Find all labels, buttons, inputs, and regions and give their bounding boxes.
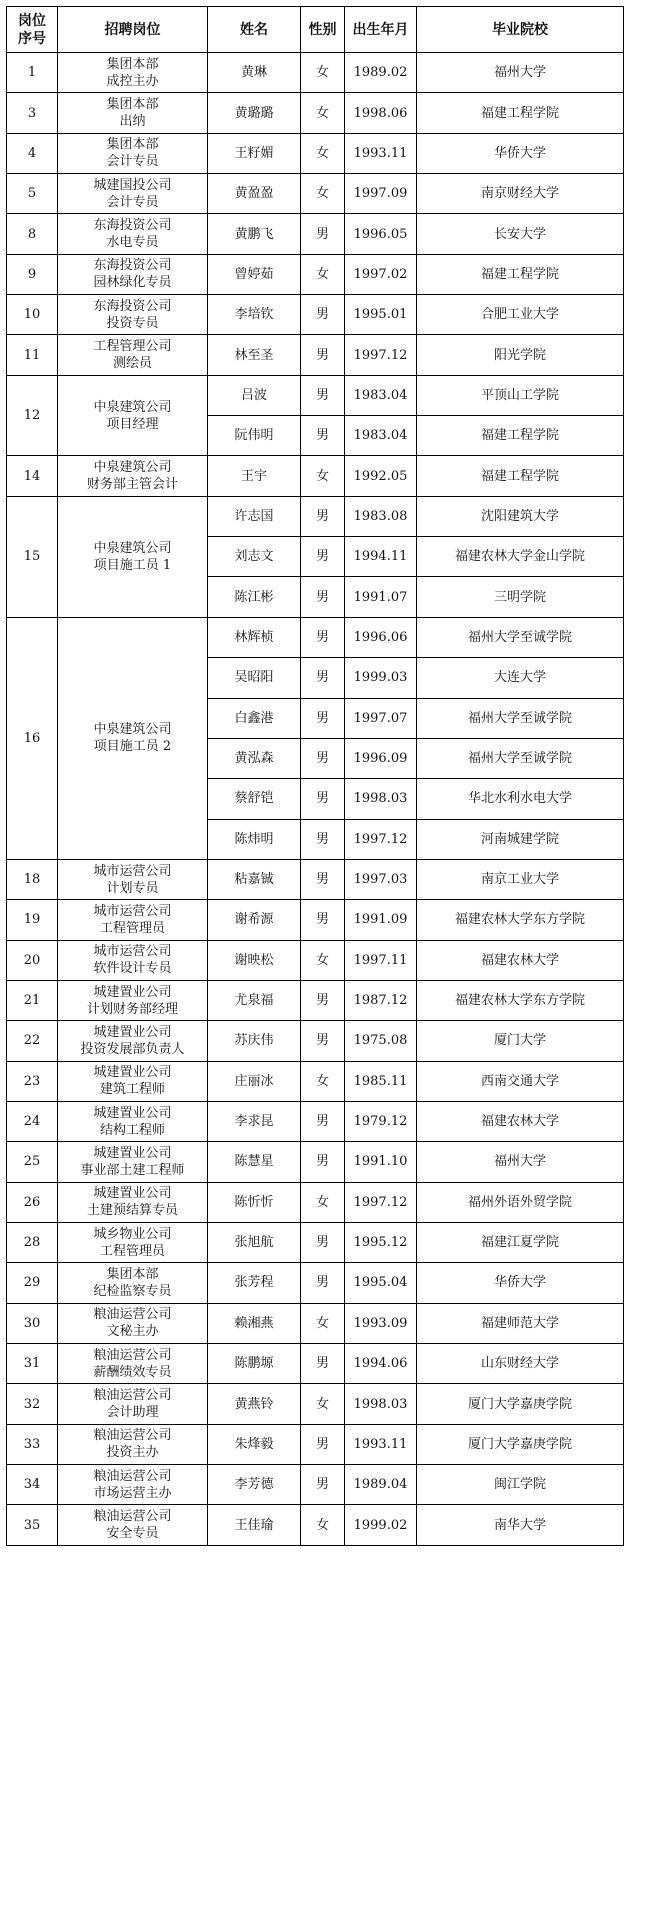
school-cell: 南京财经大学 <box>417 174 624 214</box>
post-seq-cell: 26 <box>7 1182 58 1222</box>
name-cell: 蔡舒铠 <box>208 779 301 819</box>
table-row <box>7 174 624 214</box>
name-cell: 阮伟明 <box>208 416 301 456</box>
gender-cell: 男 <box>301 537 345 577</box>
school-cell: 大连大学 <box>417 658 624 698</box>
table-row <box>7 1303 624 1343</box>
gender-cell: 男 <box>301 980 345 1020</box>
table-row <box>7 900 624 940</box>
name-cell: 李培钦 <box>208 295 301 335</box>
birth-cell: 1997.02 <box>345 254 417 294</box>
gender-cell: 女 <box>301 53 345 93</box>
school-cell: 福建农林大学东方学院 <box>417 900 624 940</box>
name-cell: 白鑫港 <box>208 698 301 738</box>
school-cell: 沈阳建筑大学 <box>417 496 624 536</box>
post-seq-cell: 31 <box>7 1344 58 1384</box>
school-cell: 南华大学 <box>417 1505 624 1545</box>
header-gender: 性别 <box>301 7 345 53</box>
table-row <box>7 1344 624 1384</box>
post-seq-cell: 11 <box>7 335 58 375</box>
table-row <box>7 1142 624 1182</box>
gender-cell: 男 <box>301 214 345 254</box>
birth-cell: 1997.11 <box>345 940 417 980</box>
name-cell: 谢映松 <box>208 940 301 980</box>
gender-cell: 男 <box>301 1222 345 1262</box>
post-seq-cell: 21 <box>7 980 58 1020</box>
post-seq-cell: 34 <box>7 1465 58 1505</box>
name-cell: 苏庆伟 <box>208 1021 301 1061</box>
recruitment-table <box>6 6 624 1546</box>
gender-cell: 男 <box>301 1344 345 1384</box>
post-seq-cell: 15 <box>7 496 58 617</box>
gender-cell: 男 <box>301 859 345 899</box>
header-birth: 出生年月 <box>345 7 417 53</box>
name-cell: 尤泉福 <box>208 980 301 1020</box>
gender-cell: 男 <box>301 1424 345 1464</box>
gender-cell: 男 <box>301 295 345 335</box>
post-title-cell: 集团本部 成控主办 <box>58 53 208 93</box>
post-title-cell: 粮油运营公司 市场运营主办 <box>58 1465 208 1505</box>
school-cell: 福建师范大学 <box>417 1303 624 1343</box>
birth-cell: 1993.11 <box>345 1424 417 1464</box>
name-cell: 陈忻忻 <box>208 1182 301 1222</box>
birth-cell: 1991.09 <box>345 900 417 940</box>
birth-cell: 1979.12 <box>345 1101 417 1141</box>
school-cell: 长安大学 <box>417 214 624 254</box>
school-cell: 山东财经大学 <box>417 1344 624 1384</box>
post-seq-cell: 8 <box>7 214 58 254</box>
gender-cell: 女 <box>301 940 345 980</box>
table-row <box>7 1061 624 1101</box>
birth-cell: 1975.08 <box>345 1021 417 1061</box>
school-cell: 福建工程学院 <box>417 456 624 496</box>
birth-cell: 1991.07 <box>345 577 417 617</box>
name-cell: 陈江彬 <box>208 577 301 617</box>
name-cell: 李求昆 <box>208 1101 301 1141</box>
birth-cell: 1993.11 <box>345 133 417 173</box>
name-cell: 陈炜明 <box>208 819 301 859</box>
name-cell: 吕波 <box>208 375 301 415</box>
table-row <box>7 1021 624 1061</box>
school-cell: 福建江夏学院 <box>417 1222 624 1262</box>
post-title-cell: 集团本部 会计专员 <box>58 133 208 173</box>
header-name: 姓名 <box>208 7 301 53</box>
birth-cell: 1983.04 <box>345 375 417 415</box>
gender-cell: 女 <box>301 133 345 173</box>
school-cell: 福建工程学院 <box>417 416 624 456</box>
table-header-row <box>7 7 624 53</box>
post-seq-cell: 35 <box>7 1505 58 1545</box>
name-cell: 陈鹏塬 <box>208 1344 301 1384</box>
post-title-cell: 东海投资公司 投资专员 <box>58 295 208 335</box>
gender-cell: 女 <box>301 1303 345 1343</box>
birth-cell: 1983.04 <box>345 416 417 456</box>
birth-cell: 1997.12 <box>345 819 417 859</box>
birth-cell: 1995.12 <box>345 1222 417 1262</box>
school-cell: 西南交通大学 <box>417 1061 624 1101</box>
birth-cell: 1992.05 <box>345 456 417 496</box>
school-cell: 福建农林大学 <box>417 1101 624 1141</box>
name-cell: 林辉桢 <box>208 617 301 657</box>
table-row <box>7 1384 624 1424</box>
birth-cell: 1991.10 <box>345 1142 417 1182</box>
school-cell: 福州大学 <box>417 1142 624 1182</box>
post-title-cell: 城建置业公司 建筑工程师 <box>58 1061 208 1101</box>
name-cell: 黄盈盈 <box>208 174 301 214</box>
post-seq-cell: 18 <box>7 859 58 899</box>
post-seq-cell: 22 <box>7 1021 58 1061</box>
name-cell: 林至圣 <box>208 335 301 375</box>
school-cell: 厦门大学嘉庚学院 <box>417 1424 624 1464</box>
table-row <box>7 295 624 335</box>
birth-cell: 1994.06 <box>345 1344 417 1384</box>
post-title-cell: 工程管理公司 测绘员 <box>58 335 208 375</box>
post-title-cell: 粮油运营公司 投资主办 <box>58 1424 208 1464</box>
post-title-cell: 集团本部 纪检监察专员 <box>58 1263 208 1303</box>
post-seq-cell: 9 <box>7 254 58 294</box>
name-cell: 王佳瑜 <box>208 1505 301 1545</box>
birth-cell: 1997.09 <box>345 174 417 214</box>
birth-cell: 1997.07 <box>345 698 417 738</box>
post-title-cell: 中泉建筑公司 项目施工员 2 <box>58 617 208 859</box>
gender-cell: 男 <box>301 1101 345 1141</box>
school-cell: 福州大学 <box>417 53 624 93</box>
birth-cell: 1995.04 <box>345 1263 417 1303</box>
table-row <box>7 335 624 375</box>
gender-cell: 男 <box>301 698 345 738</box>
post-seq-cell: 10 <box>7 295 58 335</box>
school-cell: 福州大学至诚学院 <box>417 617 624 657</box>
gender-cell: 男 <box>301 1263 345 1303</box>
school-cell: 三明学院 <box>417 577 624 617</box>
birth-cell: 1989.04 <box>345 1465 417 1505</box>
gender-cell: 男 <box>301 900 345 940</box>
table-row <box>7 980 624 1020</box>
school-cell: 福建农林大学东方学院 <box>417 980 624 1020</box>
gender-cell: 男 <box>301 779 345 819</box>
post-title-cell: 粮油运营公司 安全专员 <box>58 1505 208 1545</box>
birth-cell: 1983.08 <box>345 496 417 536</box>
name-cell: 黄璐璐 <box>208 93 301 133</box>
name-cell: 李芳德 <box>208 1465 301 1505</box>
table-body <box>7 53 624 1546</box>
birth-cell: 1985.11 <box>345 1061 417 1101</box>
post-title-cell: 中泉建筑公司 项目施工员 1 <box>58 496 208 617</box>
table-row <box>7 617 624 657</box>
post-seq-cell: 28 <box>7 1222 58 1262</box>
birth-cell: 1998.03 <box>345 1384 417 1424</box>
school-cell: 福建工程学院 <box>417 93 624 133</box>
post-seq-cell: 3 <box>7 93 58 133</box>
post-title-cell: 东海投资公司 水电专员 <box>58 214 208 254</box>
table-row <box>7 1222 624 1262</box>
header-seq: 岗位 序号 <box>7 7 58 53</box>
name-cell: 陈慧星 <box>208 1142 301 1182</box>
table-row <box>7 254 624 294</box>
name-cell: 吴昭阳 <box>208 658 301 698</box>
header-post: 招聘岗位 <box>58 7 208 53</box>
post-title-cell: 粮油运营公司 薪酬绩效专员 <box>58 1344 208 1384</box>
school-cell: 厦门大学嘉庚学院 <box>417 1384 624 1424</box>
post-title-cell: 城建国投公司 会计专员 <box>58 174 208 214</box>
table-row <box>7 1263 624 1303</box>
table-row <box>7 214 624 254</box>
gender-cell: 男 <box>301 1021 345 1061</box>
name-cell: 朱烽毅 <box>208 1424 301 1464</box>
gender-cell: 女 <box>301 1384 345 1424</box>
name-cell: 王宇 <box>208 456 301 496</box>
birth-cell: 1999.03 <box>345 658 417 698</box>
post-title-cell: 城市运营公司 软件设计专员 <box>58 940 208 980</box>
school-cell: 福州外语外贸学院 <box>417 1182 624 1222</box>
post-title-cell: 粮油运营公司 文秘主办 <box>58 1303 208 1343</box>
birth-cell: 1994.11 <box>345 537 417 577</box>
birth-cell: 1987.12 <box>345 980 417 1020</box>
school-cell: 华侨大学 <box>417 133 624 173</box>
gender-cell: 男 <box>301 658 345 698</box>
school-cell: 平顶山工学院 <box>417 375 624 415</box>
gender-cell: 女 <box>301 1182 345 1222</box>
school-cell: 厦门大学 <box>417 1021 624 1061</box>
post-title-cell: 城市运营公司 工程管理员 <box>58 900 208 940</box>
name-cell: 张芳程 <box>208 1263 301 1303</box>
table-row <box>7 93 624 133</box>
gender-cell: 男 <box>301 496 345 536</box>
table-row <box>7 1424 624 1464</box>
birth-cell: 1997.12 <box>345 1182 417 1222</box>
gender-cell: 男 <box>301 738 345 778</box>
school-cell: 南京工业大学 <box>417 859 624 899</box>
table-row <box>7 375 624 415</box>
post-title-cell: 东海投资公司 园林绿化专员 <box>58 254 208 294</box>
gender-cell: 女 <box>301 456 345 496</box>
table-row <box>7 496 624 536</box>
post-seq-cell: 4 <box>7 133 58 173</box>
name-cell: 庄丽冰 <box>208 1061 301 1101</box>
post-title-cell: 集团本部 出纳 <box>58 93 208 133</box>
school-cell: 福州大学至诚学院 <box>417 698 624 738</box>
gender-cell: 男 <box>301 1142 345 1182</box>
birth-cell: 1989.02 <box>345 53 417 93</box>
table-row <box>7 456 624 496</box>
post-title-cell: 城建置业公司 计划财务部经理 <box>58 980 208 1020</box>
post-title-cell: 城乡物业公司 工程管理员 <box>58 1222 208 1262</box>
table-row <box>7 1465 624 1505</box>
name-cell: 黄燕铃 <box>208 1384 301 1424</box>
post-seq-cell: 20 <box>7 940 58 980</box>
name-cell: 刘志文 <box>208 537 301 577</box>
birth-cell: 1999.02 <box>345 1505 417 1545</box>
school-cell: 福建农林大学 <box>417 940 624 980</box>
birth-cell: 1997.12 <box>345 335 417 375</box>
birth-cell: 1995.01 <box>345 295 417 335</box>
table-row <box>7 53 624 93</box>
post-seq-cell: 25 <box>7 1142 58 1182</box>
header-school: 毕业院校 <box>417 7 624 53</box>
gender-cell: 男 <box>301 416 345 456</box>
name-cell: 谢希源 <box>208 900 301 940</box>
post-seq-cell: 23 <box>7 1061 58 1101</box>
post-seq-cell: 30 <box>7 1303 58 1343</box>
school-cell: 福建工程学院 <box>417 254 624 294</box>
table-row <box>7 859 624 899</box>
post-seq-cell: 5 <box>7 174 58 214</box>
school-cell: 福建农林大学金山学院 <box>417 537 624 577</box>
gender-cell: 男 <box>301 819 345 859</box>
gender-cell: 男 <box>301 335 345 375</box>
school-cell: 福州大学至诚学院 <box>417 738 624 778</box>
post-seq-cell: 33 <box>7 1424 58 1464</box>
post-title-cell: 中泉建筑公司 财务部主管会计 <box>58 456 208 496</box>
post-seq-cell: 19 <box>7 900 58 940</box>
school-cell: 河南城建学院 <box>417 819 624 859</box>
name-cell: 许志国 <box>208 496 301 536</box>
table-row <box>7 1101 624 1141</box>
post-seq-cell: 24 <box>7 1101 58 1141</box>
post-seq-cell: 1 <box>7 53 58 93</box>
table-row <box>7 1182 624 1222</box>
post-seq-cell: 32 <box>7 1384 58 1424</box>
school-cell: 阳光学院 <box>417 335 624 375</box>
post-title-cell: 城建置业公司 事业部土建工程师 <box>58 1142 208 1182</box>
gender-cell: 女 <box>301 174 345 214</box>
name-cell: 粘嘉铖 <box>208 859 301 899</box>
post-title-cell: 城建置业公司 结构工程师 <box>58 1101 208 1141</box>
post-seq-cell: 16 <box>7 617 58 859</box>
gender-cell: 女 <box>301 254 345 294</box>
post-title-cell: 城建置业公司 土建预结算专员 <box>58 1182 208 1222</box>
birth-cell: 1993.09 <box>345 1303 417 1343</box>
gender-cell: 女 <box>301 93 345 133</box>
gender-cell: 女 <box>301 1061 345 1101</box>
birth-cell: 1996.05 <box>345 214 417 254</box>
table-row <box>7 1505 624 1545</box>
post-title-cell: 中泉建筑公司 项目经理 <box>58 375 208 456</box>
gender-cell: 女 <box>301 1505 345 1545</box>
gender-cell: 男 <box>301 375 345 415</box>
table-row <box>7 940 624 980</box>
post-title-cell: 粮油运营公司 会计助理 <box>58 1384 208 1424</box>
school-cell: 华侨大学 <box>417 1263 624 1303</box>
school-cell: 华北水利水电大学 <box>417 779 624 819</box>
name-cell: 王籽媚 <box>208 133 301 173</box>
post-title-cell: 城市运营公司 计划专员 <box>58 859 208 899</box>
birth-cell: 1997.03 <box>345 859 417 899</box>
post-seq-cell: 29 <box>7 1263 58 1303</box>
gender-cell: 男 <box>301 577 345 617</box>
name-cell: 张旭航 <box>208 1222 301 1262</box>
post-seq-cell: 12 <box>7 375 58 456</box>
gender-cell: 男 <box>301 617 345 657</box>
birth-cell: 1998.03 <box>345 779 417 819</box>
school-cell: 闽江学院 <box>417 1465 624 1505</box>
name-cell: 黄琳 <box>208 53 301 93</box>
post-seq-cell: 14 <box>7 456 58 496</box>
birth-cell: 1996.06 <box>345 617 417 657</box>
name-cell: 黄泓森 <box>208 738 301 778</box>
name-cell: 黄鹏飞 <box>208 214 301 254</box>
birth-cell: 1996.09 <box>345 738 417 778</box>
table-row <box>7 133 624 173</box>
name-cell: 曾婷茹 <box>208 254 301 294</box>
post-title-cell: 城建置业公司 投资发展部负责人 <box>58 1021 208 1061</box>
gender-cell: 男 <box>301 1465 345 1505</box>
name-cell: 赖湘燕 <box>208 1303 301 1343</box>
birth-cell: 1998.06 <box>345 93 417 133</box>
school-cell: 合肥工业大学 <box>417 295 624 335</box>
